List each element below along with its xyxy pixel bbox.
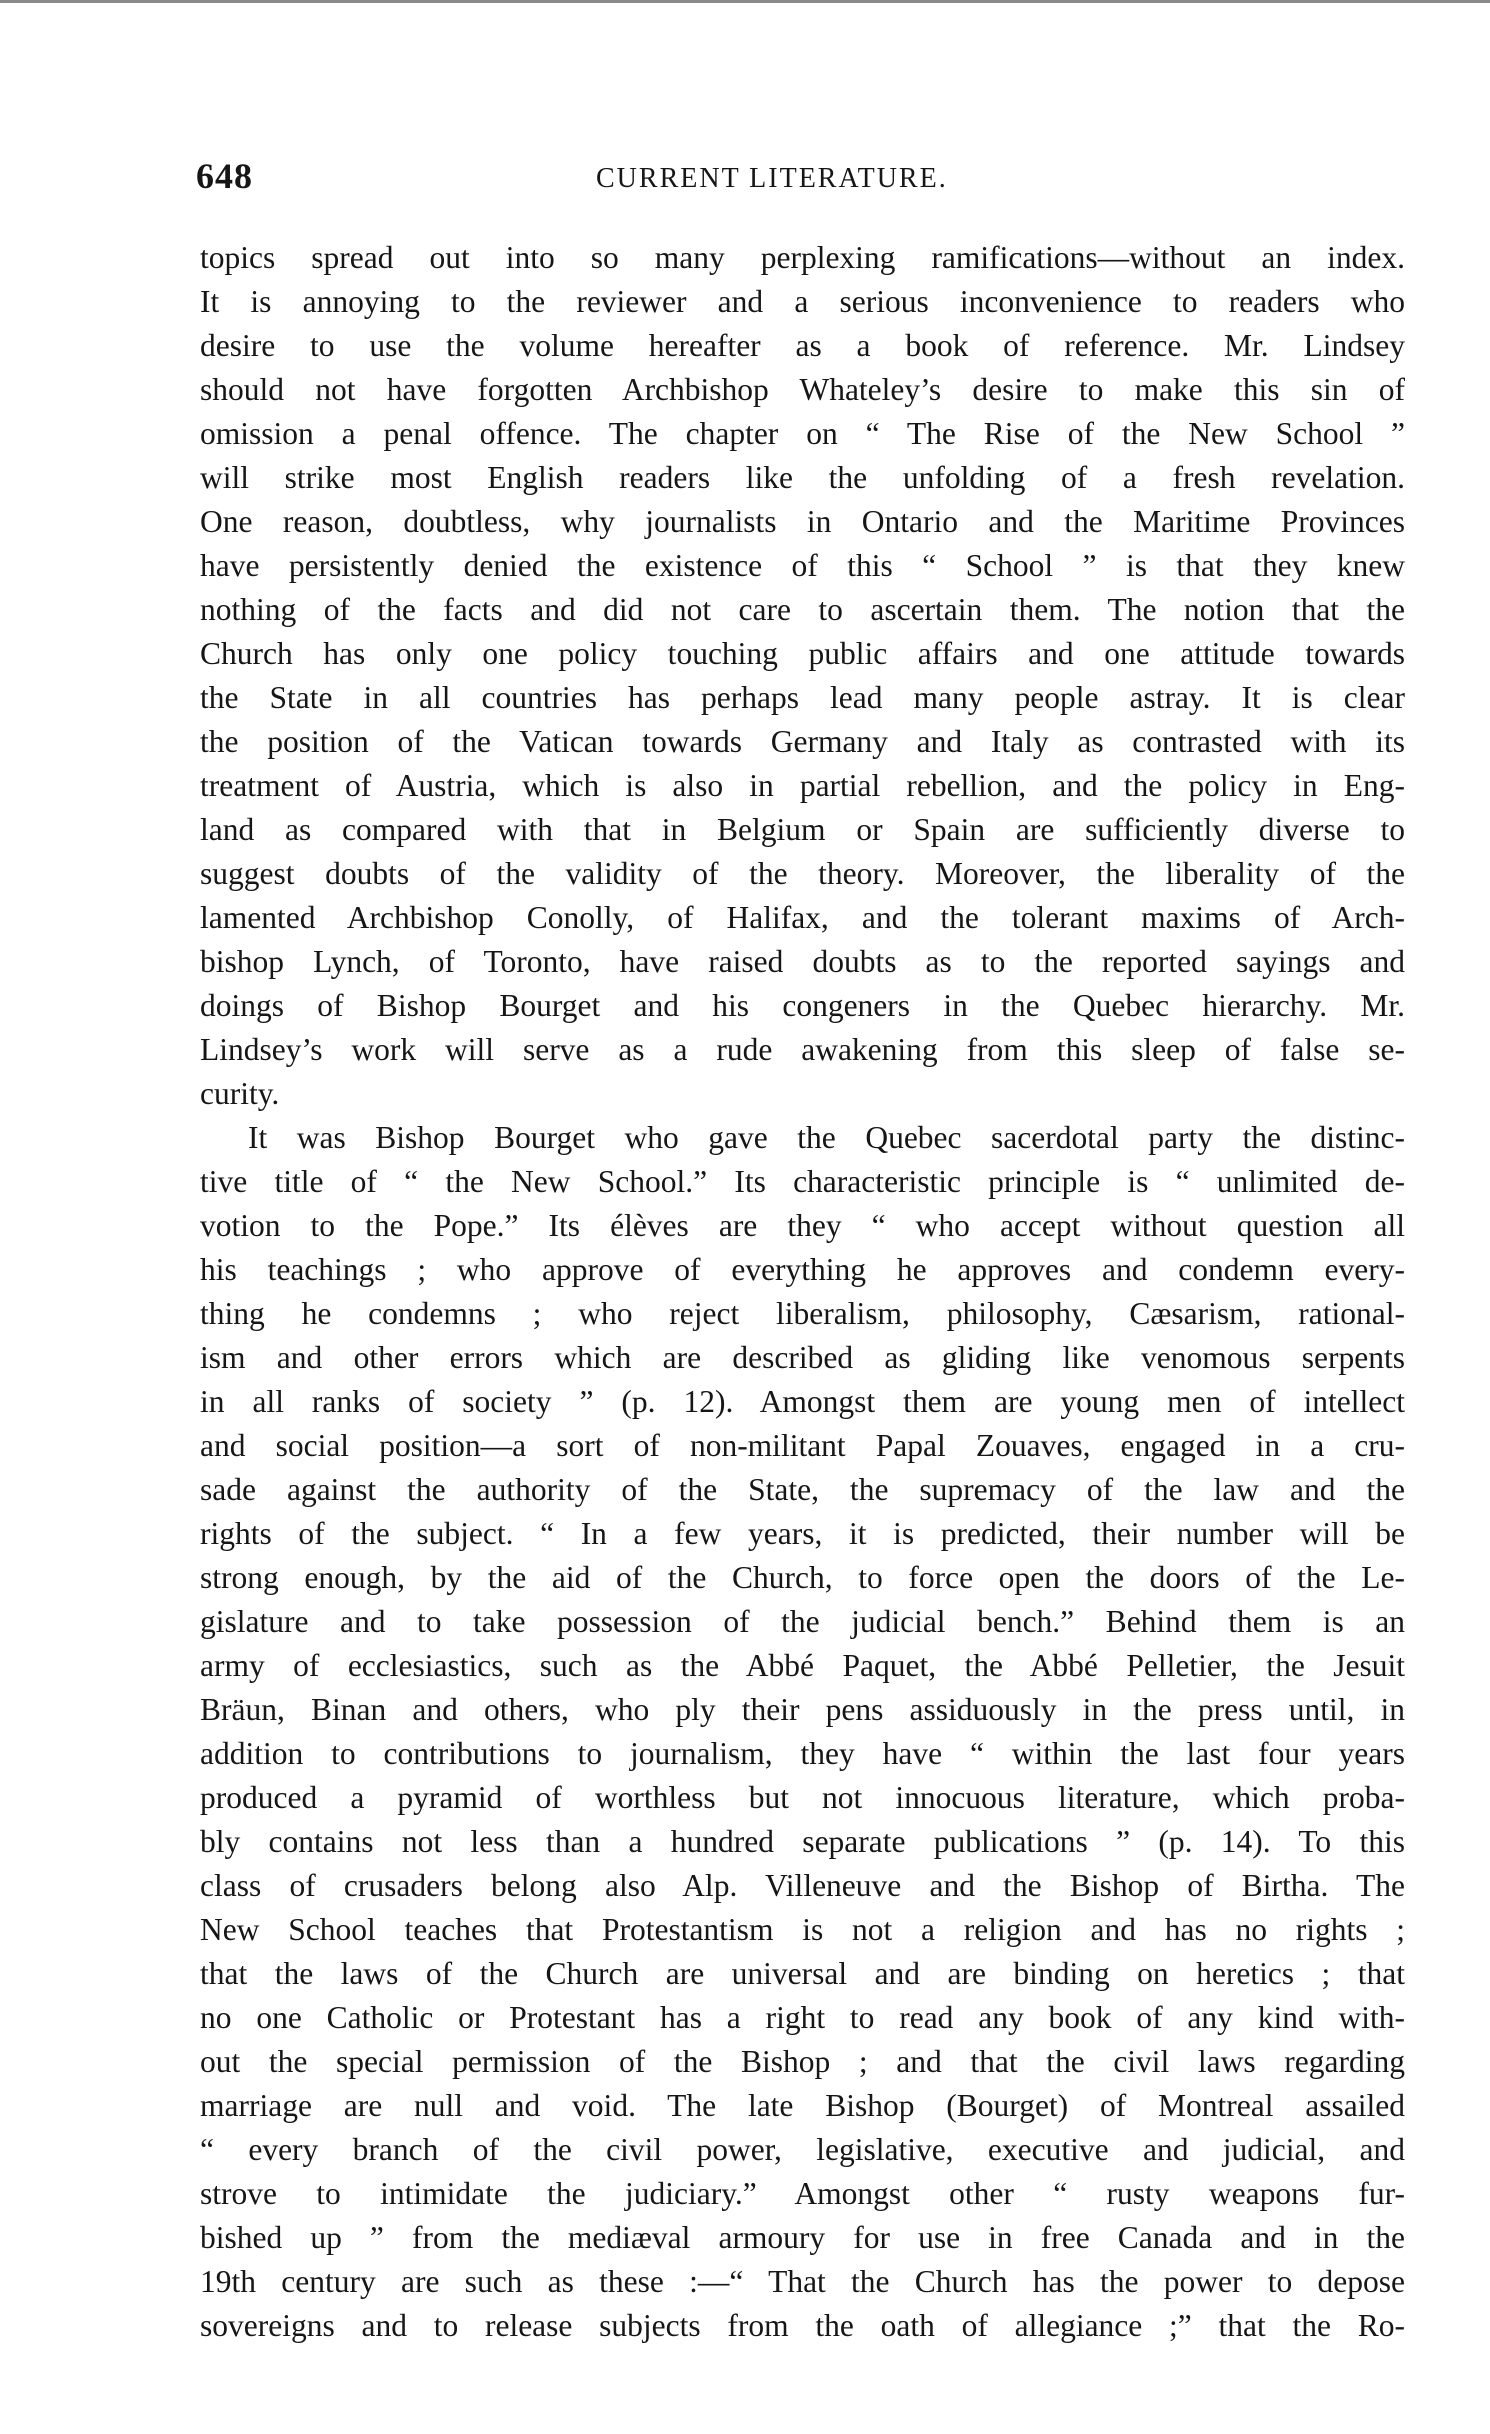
page-header <box>196 155 1396 205</box>
text-line: bishop Lynch, of Toronto, have raised doubts as to the reported sayings and <box>200 944 1405 979</box>
text-line: omission a penal offence. The chapter on “ The Rise of the New School ” <box>200 416 1405 451</box>
text-line: and social position—a sort of non-militant Papal Zouaves, engaged in a cru- <box>200 1428 1405 1463</box>
text-line: in all ranks of society ” (p. 12). Amongst them are young men of intellect <box>200 1384 1405 1419</box>
text-line: strong enough, by the aid of the Church, to force open the doors of the Le- <box>200 1560 1405 1595</box>
text-line: class of crusaders belong also Alp. Villeneuve and the Bishop of Birtha. The <box>200 1868 1405 1903</box>
text-line: army of ecclesiastics, such as the Abbé Paquet, the Abbé Pelletier, the Jesuit <box>200 1648 1405 1683</box>
text-line: tive title of “ the New School.” Its characteristic principle is “ unlimited de- <box>200 1164 1405 1199</box>
text-line: his teachings ; who approve of everything he approves and condemn every- <box>200 1252 1405 1287</box>
text-line: bished up ” from the mediæval armoury for use in free Canada and in the <box>200 2220 1405 2255</box>
text-line: curity. <box>200 1076 280 1111</box>
text-line: addition to contributions to journalism, they have “ within the last four years <box>200 1736 1405 1771</box>
page-number: 648 <box>196 156 253 196</box>
text-line: rights of the subject. “ In a few years, it is predicted, their number will be <box>200 1516 1405 1551</box>
text-line: Bräun, Binan and others, who ply their pens assiduously in the press until, in <box>200 1692 1405 1727</box>
text-line: sade against the authority of the State, the supremacy of the law and the <box>200 1472 1405 1507</box>
text-line: 19th century are such as these :—“ That the Church has the power to depose <box>200 2264 1405 2299</box>
text-line: thing he condemns ; who reject liberalism, philosophy, Cæsarism, rational- <box>200 1296 1405 1331</box>
text-line: Lindsey’s work will serve as a rude awakening from this sleep of false se- <box>200 1032 1405 1067</box>
text-line: the position of the Vatican towards Germany and Italy as contrasted with its <box>200 724 1405 759</box>
text-line: treatment of Austria, which is also in partial rebellion, and the policy in Eng- <box>200 768 1405 803</box>
text-line: should not have forgotten Archbishop Whateley’s desire to make this sin of <box>200 372 1405 407</box>
text-line: One reason, doubtless, why journalists in Ontario and the Maritime Provinces <box>200 504 1405 539</box>
text-line: ism and other errors which are described as gliding like venomous serpents <box>200 1340 1405 1375</box>
text-line: gislature and to take possession of the judicial bench.” Behind them is an <box>200 1604 1405 1639</box>
text-line: out the special permission of the Bishop ; and that the civil laws regarding <box>200 2044 1405 2079</box>
text-line: desire to use the volume hereafter as a book of reference. Mr. Lindsey <box>200 328 1405 363</box>
text-line: New School teaches that Protestantism is not a religion and has no rights ; <box>200 1912 1405 1947</box>
text-line: the State in all countries has perhaps lead many people astray. It is clear <box>200 680 1405 715</box>
running-head: CURRENT LITERATURE. <box>596 163 948 194</box>
text-line: suggest doubts of the validity of the theory. Moreover, the liberality of the <box>200 856 1405 891</box>
text-line: strove to intimidate the judiciary.” Amongst other “ rusty weapons fur- <box>200 2176 1405 2211</box>
top-edge-rule <box>0 0 1490 3</box>
text-line: Church has only one policy touching public affairs and one attitude towards <box>200 636 1405 671</box>
text-line: land as compared with that in Belgium or Spain are sufficiently diverse to <box>200 812 1405 847</box>
text-line: produced a pyramid of worthless but not innocuous literature, which proba- <box>200 1780 1405 1815</box>
text-line: It is annoying to the reviewer and a serious inconvenience to readers who <box>200 284 1405 319</box>
text-line: votion to the Pope.” Its élèves are they “ who accept without question all <box>200 1208 1405 1243</box>
text-line: have persistently denied the existence of this “ School ” is that they knew <box>200 548 1405 583</box>
text-line: doings of Bishop Bourget and his congeners in the Quebec hierarchy. Mr. <box>200 988 1405 1023</box>
text-line: will strike most English readers like the unfolding of a fresh revelation. <box>200 460 1405 495</box>
body-text <box>200 236 1405 2348</box>
text-line: that the laws of the Church are universal and are binding on heretics ; that <box>200 1956 1405 1991</box>
text-line: lamented Archbishop Conolly, of Halifax, and the tolerant maxims of Arch- <box>200 900 1405 935</box>
text-line: topics spread out into so many perplexing ramifications—without an index. <box>200 240 1405 275</box>
text-line: sovereigns and to release subjects from the oath of allegiance ;” that the Ro- <box>200 2308 1405 2343</box>
text-line: marriage are null and void. The late Bishop (Bourget) of Montreal assailed <box>200 2088 1405 2123</box>
text-line: “ every branch of the civil power, legislative, executive and judicial, and <box>200 2132 1405 2167</box>
text-line: no one Catholic or Protestant has a right to read any book of any kind with- <box>200 2000 1405 2035</box>
text-line: It was Bishop Bourget who gave the Quebec sacerdotal party the distinc- <box>248 1120 1405 1155</box>
text-line: nothing of the facts and did not care to ascertain them. The notion that the <box>200 592 1405 627</box>
text-line: bly contains not less than a hundred separate publications ” (p. 14). To this <box>200 1824 1405 1859</box>
